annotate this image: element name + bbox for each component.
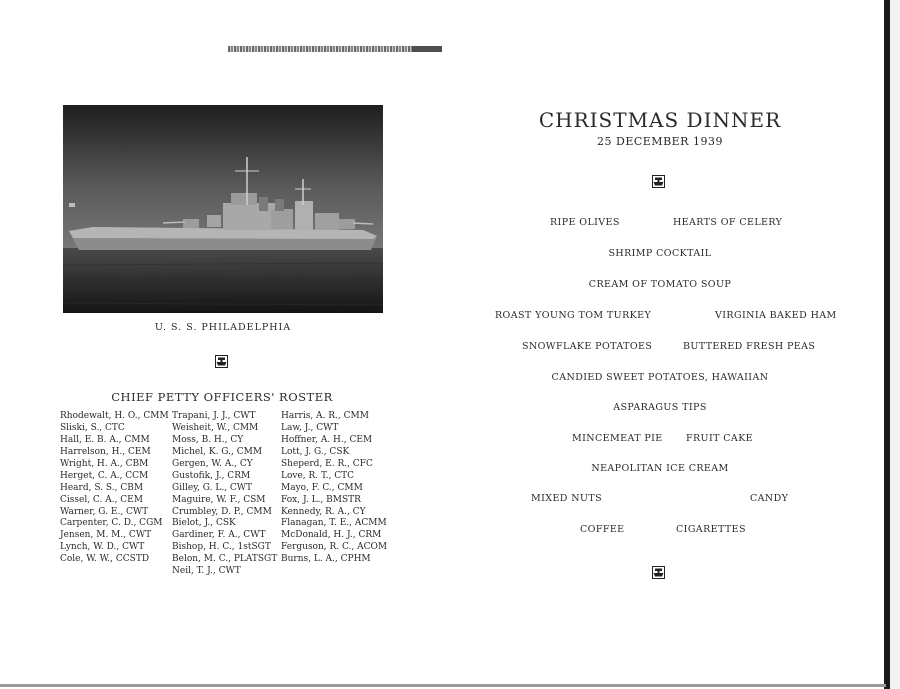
roster-entry: Bishop, H. C., 1stSGT xyxy=(172,542,271,553)
roster-entry: Michel, K. G., CMM xyxy=(172,446,263,457)
roster-entry: Kennedy, R. A., CY xyxy=(281,506,366,517)
menu-item-coffee: COFFEE xyxy=(580,524,625,535)
roster-entry: Moss, B. H., CY xyxy=(172,434,244,445)
menu-item-soup: CREAM OF TOMATO SOUP xyxy=(588,279,732,290)
roster-entry: Trapani, J. J., CWT xyxy=(172,411,256,421)
roster-entry: Neil, T. J., CWT xyxy=(172,566,241,577)
photo-caption: U. S. S. PHILADELPHIA xyxy=(154,322,292,333)
scan-artifact-strip xyxy=(228,46,442,52)
roster-entry: Hoffner, A. H., CEM xyxy=(281,434,373,445)
menu-date: 25 DECEMBER 1939 xyxy=(597,135,723,148)
roster-entry: Rhodewalt, H. O., CMM xyxy=(60,411,169,421)
roster-entry: Belon, M. C., PLATSGT xyxy=(172,554,278,565)
roster-entry: Crumbley, D. P., CMM xyxy=(172,506,272,517)
roster-column-2 xyxy=(172,411,277,578)
roster-entry: Ferguson, R. C., ACOM xyxy=(281,542,388,553)
ship-emblem-icon xyxy=(652,566,665,579)
roster-entry: Gustofik, J., CRM xyxy=(172,470,251,481)
page-edge-margin xyxy=(890,0,900,689)
roster-entry: Gardiner, F. A., CWT xyxy=(172,530,266,541)
roster-entry: Gergen, W. A., CY xyxy=(172,458,253,469)
roster-entry: Jensen, M. M., CWT xyxy=(60,530,152,541)
menu-item-sweet-potatoes: CANDIED SWEET POTATOES, HAWAIIAN xyxy=(551,372,769,383)
menu-title: CHRISTMAS DINNER xyxy=(538,108,782,132)
roster-entry: Sliski, S., CTC xyxy=(60,422,125,433)
menu-item-candy: CANDY xyxy=(750,493,789,504)
menu-item-ice-cream: NEAPOLITAN ICE CREAM xyxy=(591,463,729,474)
roster-entry: Herget, C. A., CCM xyxy=(60,470,149,481)
roster-entry: Cole, W. W., CCSTD xyxy=(60,554,150,565)
menu-item-shrimp-cocktail: SHRIMP COCKTAIL xyxy=(608,248,712,259)
roster-entry: Maguire, W. F., CSM xyxy=(172,494,266,505)
ship-emblem-icon xyxy=(652,175,665,188)
roster-entry: Lynch, W. D., CWT xyxy=(60,542,145,553)
roster-entry: Sheperd, E. R., CFC xyxy=(281,458,373,469)
menu-item-mincemeat-pie: MINCEMEAT PIE xyxy=(572,433,663,444)
roster-entry: Hall, E. B. A., CMM xyxy=(60,434,150,445)
roster-entry: Law, J., CWT xyxy=(281,422,339,433)
roster-column-1 xyxy=(60,411,169,566)
menu-item-turkey: ROAST YOUNG TOM TURKEY xyxy=(495,310,652,321)
roster-entry: Bielot, J., CSK xyxy=(172,518,236,529)
roster-entry: Lott, J. G., CSK xyxy=(281,446,350,457)
roster-entry: Carpenter, C. D., CGM xyxy=(60,518,163,529)
page-bottom-edge xyxy=(0,684,886,687)
roster-entry: Burns, L. A., CPHM xyxy=(281,554,371,565)
roster-entry: McDonald, H. J., CRM xyxy=(281,530,382,541)
roster-entry: Love, R. T., CTC xyxy=(281,470,355,481)
menu-item-ripe-olives: RIPE OLIVES xyxy=(550,217,620,228)
roster-entry: Flanagan, T. E., ACMM xyxy=(281,518,387,529)
roster-entry: Weisheit, W., CMM xyxy=(172,422,259,433)
menu-item-mixed-nuts: MIXED NUTS xyxy=(531,493,602,504)
roster-entry: Warner, G. E., CWT xyxy=(60,506,149,517)
ship-photo xyxy=(63,105,383,313)
menu-item-asparagus: ASPARAGUS TIPS xyxy=(613,402,707,413)
menu-item-hearts-of-celery: HEARTS OF CELERY xyxy=(673,217,783,228)
ship-emblem-icon xyxy=(215,355,228,368)
roster-entry: Fox, J. L., BMSTR xyxy=(281,494,361,505)
roster-entry: Heard, S. S., CBM xyxy=(60,482,144,493)
roster-title: CHIEF PETTY OFFICERS' ROSTER xyxy=(111,390,333,404)
menu-item-fruit-cake: FRUIT CAKE xyxy=(686,433,754,444)
menu-item-cigarettes: CIGARETTES xyxy=(676,524,746,535)
roster-entry: Harrelson, H., CEM xyxy=(60,446,151,457)
roster-entry: Mayo, F. C., CMM xyxy=(281,482,363,493)
roster-entry: Wright, H. A., CBM xyxy=(60,458,149,469)
menu-item-snowflake-potatoes: SNOWFLAKE POTATOES xyxy=(522,341,653,352)
roster-column-3 xyxy=(281,411,387,566)
menu-item-peas: BUTTERED FRESH PEAS xyxy=(683,341,816,352)
roster-entry: Gilley, G. L., CWT xyxy=(172,482,253,493)
roster-entry: Cissel, C. A., CEM xyxy=(60,494,143,505)
menu-item-ham: VIRGINIA BAKED HAM xyxy=(715,310,837,321)
roster-entry: Harris, A. R., CMM xyxy=(281,411,369,421)
